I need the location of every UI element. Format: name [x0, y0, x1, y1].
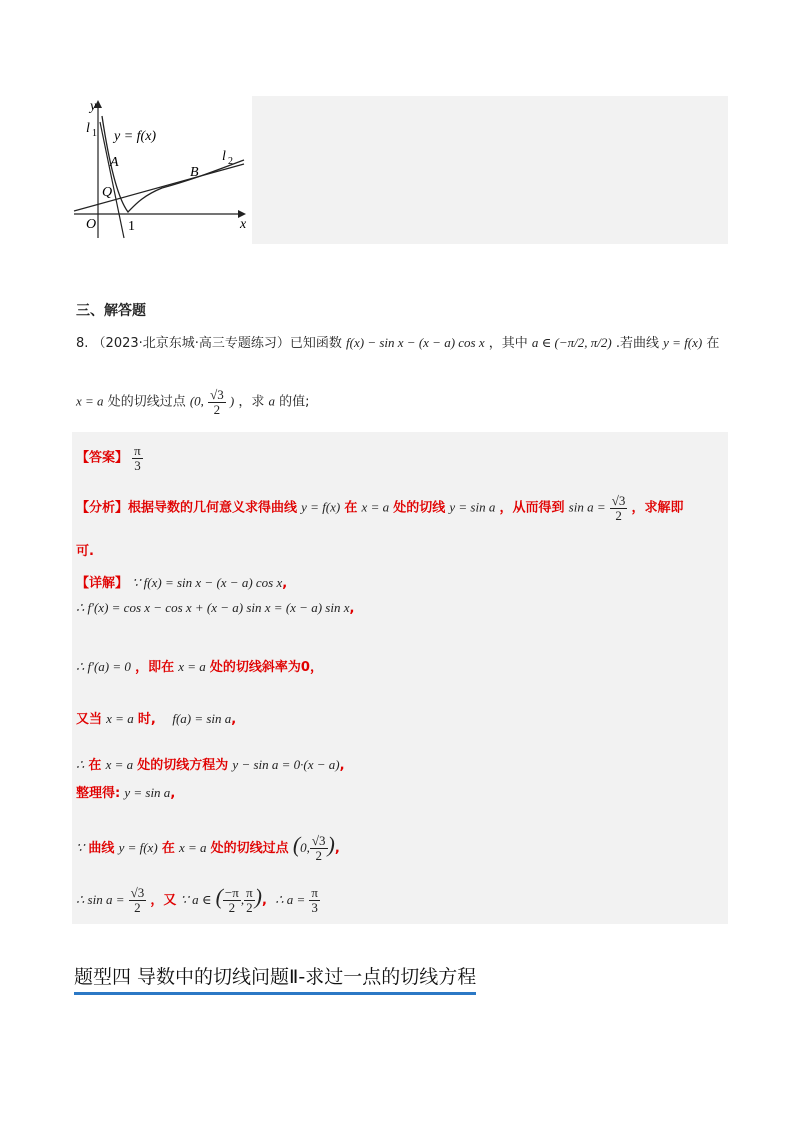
detail-line-7: ∵ 曲线 y = f(x) 在 x = a 处的切线过点 (0, $\frac{√3}{2}$ ),	[76, 832, 340, 863]
answer-value: $\frac{\pi}{3}$	[134, 443, 141, 473]
question-line2-tail: ，求	[238, 394, 265, 410]
detail-l7-curve: y = f(x)	[118, 840, 158, 855]
answer-label: 【答案】	[76, 450, 129, 466]
detail-l4-eq: f(a) = sin a	[172, 711, 232, 726]
detail-l7-zero: 0,	[300, 840, 310, 855]
detail-l8-frac: $\frac{√3}{2}$	[130, 885, 145, 915]
label-A: A	[110, 155, 119, 170]
analysis-curve: y = f(x)	[301, 499, 341, 515]
detail-l7-tail: 处的切线过点	[210, 841, 289, 856]
detail-line-8: ∴ sin a = $\frac{√3}{2}$ ，又 ∵ a ∈ ( $\frac{-\pi}{2}$ , $\frac{\pi}{2}$ ), ∴ a = $\frac{\pi}{3}$	[76, 884, 318, 915]
label-l1: l	[86, 121, 90, 136]
answer-line	[76, 444, 143, 472]
analysis-solve: ，求解即	[631, 500, 684, 516]
detail-line-4: 又当 x = a 时, f(a) = sin a,	[76, 711, 237, 727]
detail-l4-when: 时,	[137, 712, 156, 727]
detail-l7-xa: x = a	[178, 840, 207, 855]
detail-l5-text: 在	[88, 758, 102, 773]
detail-l3-xa: x = a	[178, 659, 206, 674]
detail-line-1: 【详解】 ∵ f(x) = sin x − (x − a) cos x,	[76, 575, 288, 591]
label-Q: Q	[102, 185, 113, 200]
label-curve: y = f(x)	[114, 129, 157, 144]
detail-l3: ∴ f′(a) = 0	[76, 659, 131, 674]
detail-l5-pre: ∴	[76, 757, 85, 772]
label-l1-sub: 1	[92, 128, 97, 139]
detail-line-6: 整理得: y = sin a,	[76, 785, 176, 801]
detail-l7-pre: ∵	[76, 840, 85, 855]
question-xa: x = a	[76, 393, 104, 409]
detail-l5-xa: x = a	[105, 757, 134, 772]
analysis-wrap: 可.	[76, 544, 94, 559]
question-number: 8.	[76, 336, 89, 351]
question-curve: y = f(x)	[663, 335, 703, 350]
question-line2-end: 的值;	[279, 394, 310, 410]
question-line-2	[76, 388, 310, 416]
detail-l8-end: ∴ a =	[275, 892, 306, 907]
label-x: x	[240, 217, 247, 232]
range-low: $\frac{-\pi}{2}$	[224, 885, 239, 915]
range-high: $\frac{\pi}{2}$	[246, 885, 253, 915]
question-tail: .若曲线	[615, 336, 660, 351]
function-graph	[72, 96, 252, 244]
detail-l1: ∵ f(x) = sin x − (x − a) cos x	[132, 575, 283, 590]
detail-l3-text: ，即在	[135, 660, 175, 675]
label-one: 1	[128, 219, 135, 234]
detail-line-2: ∴ f′(x) = cos x − cos x + (x − a) sin x = (x − a) sin x,	[76, 600, 355, 616]
detail-line-3	[76, 656, 323, 675]
point-start: (0,	[189, 393, 204, 409]
question-line2-text: 处的切线过点	[107, 394, 186, 410]
question-mid: ，其中	[488, 336, 528, 351]
detail-l6-pre: 整理得:	[76, 786, 121, 801]
detail-l8-pre: ∴ sin a =	[76, 892, 125, 907]
question-func: f(x) − sin x − (x − a) cos x	[346, 335, 485, 350]
label-y: y	[90, 99, 97, 114]
analysis-line	[76, 494, 684, 522]
point-end: )	[229, 393, 235, 409]
question-range: a ∈ (−π/2, π/2)	[531, 335, 612, 350]
detail-result: $\frac{\pi}{3}$	[311, 885, 318, 915]
section-heading: 题型四 导数中的切线问题Ⅱ-求过一点的切线方程	[74, 962, 476, 995]
detail-l6-eq: y = sin a	[124, 785, 171, 800]
analysis-tangent: 处的切线	[393, 500, 446, 516]
detail-l2: ∴ f′(x) = cos x − cos x + (x − a) sin x = (x − a) sin x	[76, 600, 350, 615]
detail-l7-text: 曲线	[88, 841, 115, 856]
question-source: （2023·北京东城·高三专题练习）已知函数	[92, 336, 342, 351]
label-O: O	[86, 217, 97, 232]
detail-line-5: ∴ 在 x = a 处的切线方程为 y − sin a = 0·(x − a),	[76, 757, 345, 773]
detail-label: 【详解】	[76, 576, 129, 591]
analysis-line-eq: y = sin a	[449, 499, 496, 515]
detail-l8-mid: ，又	[150, 893, 177, 908]
section-title: 三、解答题	[76, 303, 146, 319]
label-B: B	[190, 165, 199, 180]
detail-l8-cond: ∵ a ∈	[180, 892, 212, 907]
sqrt3-over-2: $\frac{√3}{2}$	[210, 387, 224, 417]
analysis-thus: ，从而得到	[499, 500, 565, 516]
analysis-at: 在	[344, 500, 358, 516]
analysis-label: 【分析】根据导数的几何意义求得曲线	[76, 500, 298, 516]
detail-l4-xa: x = a	[106, 711, 134, 726]
label-l2-sub: 2	[228, 156, 233, 167]
detail-l4-pre: 又当	[76, 712, 103, 727]
question-at: 在	[706, 336, 720, 351]
analysis-xa: x = a	[361, 499, 390, 515]
question-line-1	[76, 332, 719, 351]
label-l2: l	[222, 149, 226, 164]
analysis-frac: $\frac{√3}{2}$	[611, 493, 626, 523]
detail-l5-mid: 处的切线方程为	[137, 758, 229, 773]
question-a-var: a	[268, 393, 275, 409]
detail-l7-at: 在	[161, 841, 175, 856]
detail-l3-tail: 处的切线斜率为0，	[209, 660, 323, 675]
analysis-sina: sin a =	[568, 499, 606, 515]
detail-l5-eq: y − sin a = 0·(x − a)	[232, 757, 340, 772]
detail-l7-frac: $\frac{√3}{2}$	[311, 833, 326, 863]
